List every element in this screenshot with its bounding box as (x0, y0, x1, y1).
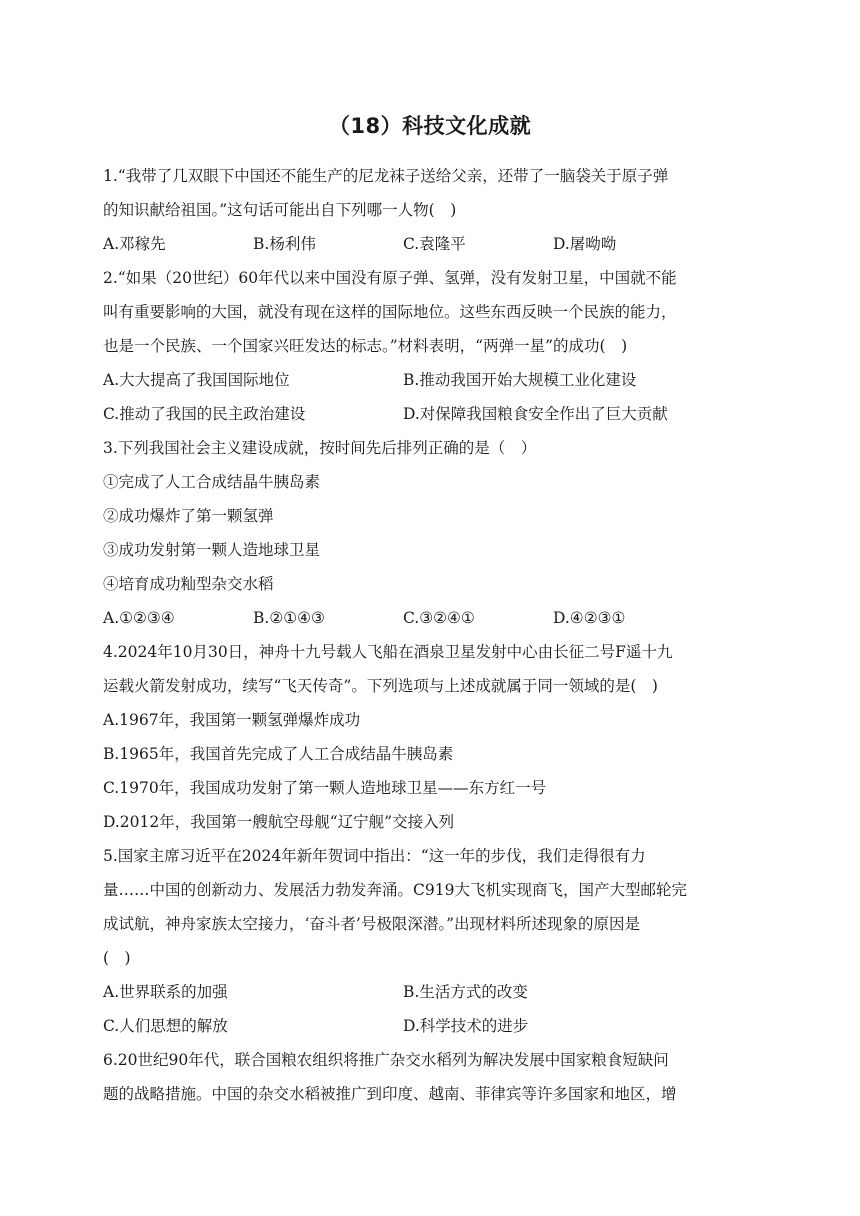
page-title: （18）科技文化成就 (328, 114, 532, 138)
options-row (103, 1009, 763, 1043)
question-item: ②成功爆炸了第一颗氢弹 (103, 507, 274, 525)
question-text: 量……中国的创新动力、发展活力勃发奔涌。C919大飞机实现商飞，国产大型邮轮完 (103, 881, 687, 899)
option-c: C.人们思想的解放 (103, 1017, 228, 1035)
question-text: 成试航，神舟家族太空接力，‘奋斗者’号极限深潜。”出现材料所述现象的原因是 (103, 915, 641, 933)
question-1 (103, 159, 763, 261)
question-5 (103, 839, 763, 1043)
option-d: D.④②③① (553, 609, 626, 627)
option-d: D.2012年，我国第一艘航空母舰“辽宁舰”交接入列 (103, 813, 455, 831)
option-a: A.世界联系的加强 (103, 983, 228, 1001)
options-row (103, 227, 763, 261)
question-3 (103, 431, 763, 635)
question-text: 3.下列我国社会主义建设成就，按时间先后排列正确的是（ ） (103, 439, 537, 457)
question-2 (103, 261, 763, 431)
question-6 (103, 1043, 763, 1111)
option-c: C.袁隆平 (403, 235, 466, 253)
question-text: 1.“我带了几双眼下中国还不能生产的尼龙袜子送给父亲，还带了一脑袋关于原子弹 (103, 167, 669, 185)
options-row (103, 975, 763, 1009)
question-item: ③成功发射第一颗人造地球卫星 (103, 541, 321, 559)
option-c: C.1970年，我国成功发射了第一颗人造地球卫星——东方红一号 (103, 779, 547, 797)
question-text: 的知识献给祖国。”这句话可能出自下列哪一人物( ) (103, 201, 457, 219)
option-b: B.生活方式的改变 (403, 983, 528, 1001)
question-text: 6.20世纪90年代，联合国粮农组织将推广杂交水稻列为解决发展中国家粮食短缺问 (103, 1051, 669, 1069)
options-row (103, 397, 763, 431)
option-a: A.邓稼先 (103, 235, 166, 253)
question-text: 也是一个民族、一个国家兴旺发达的标志。”材料表明，“两弹一星”的成功( ) (103, 337, 628, 355)
option-a: A.1967年，我国第一颗氢弹爆炸成功 (103, 711, 361, 729)
question-text: 4.2024年10月30日，神舟十九号载人飞船在酒泉卫星发射中心由长征二号F遥十九 (103, 643, 673, 661)
option-b: B.杨利伟 (253, 235, 316, 253)
option-d: D.科学技术的进步 (403, 1017, 529, 1035)
option-c: C.③②④① (403, 609, 475, 627)
question-text: 5.国家主席习近平在2024年新年贺词中指出：“这一年的步伐，我们走得很有力 (103, 847, 646, 865)
option-a: A.大大提高了我国国际地位 (103, 371, 290, 389)
option-b: B.推动我国开始大规模工业化建设 (403, 371, 637, 389)
option-c: C.推动了我国的民主政治建设 (103, 405, 306, 423)
question-item: ④培育成功籼型杂交水稻 (103, 575, 274, 593)
option-b: B.1965年，我国首先完成了人工合成结晶牛胰岛素 (103, 745, 454, 763)
question-4 (103, 635, 763, 839)
option-d: D.对保障我国粮食安全作出了巨大贡献 (403, 405, 668, 423)
option-a: A.①②③④ (103, 609, 175, 627)
question-item: ①完成了人工合成结晶牛胰岛素 (103, 473, 321, 491)
question-list (103, 159, 763, 1111)
question-text: 运载火箭发射成功，续写“飞天传奇”。下列选项与上述成就属于同一领域的是( ) (103, 677, 658, 695)
question-text: 题的战略措施。中国的杂交水稻被推广到印度、越南、菲律宾等许多国家和地区，增 (103, 1085, 677, 1103)
options-row (103, 363, 763, 397)
question-text: ( ) (103, 949, 131, 967)
option-b: B.②①④③ (253, 609, 325, 627)
question-text: 叫有重要影响的大国，就没有现在这样的国际地位。这些东西反映一个民族的能力， (103, 303, 677, 321)
option-d: D.屠呦呦 (553, 235, 617, 253)
options-row (103, 601, 763, 635)
question-text: 2.“如果（20世纪）60年代以来中国没有原子弹、氢弹，没有发射卫星，中国就不能 (103, 269, 677, 287)
